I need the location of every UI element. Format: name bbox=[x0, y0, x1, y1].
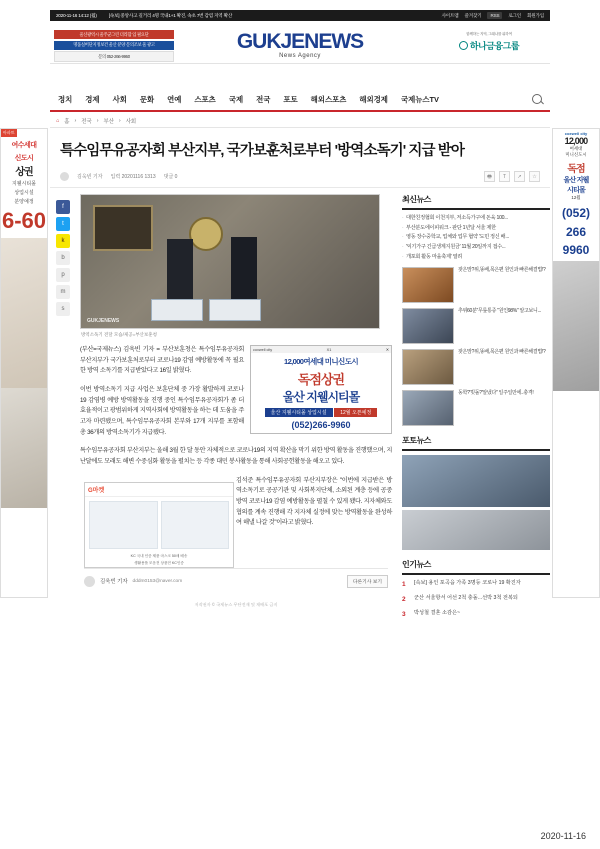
popular-news-item[interactable] bbox=[402, 610, 550, 620]
gmarket-advertisement[interactable] bbox=[84, 482, 234, 568]
top-bar bbox=[50, 10, 550, 21]
page-title: 특수임무유공자회 부산지부, 국가보훈처로부터 '방역소독기' 지급 받아 bbox=[60, 143, 464, 159]
thumbnail-image bbox=[402, 308, 454, 344]
breadcrumb-item-busan[interactable]: 부산 bbox=[103, 118, 114, 125]
article-body-wrapper bbox=[50, 188, 550, 619]
breadcrumb-sep-2: › bbox=[96, 117, 99, 124]
sitemap-link[interactable]: 사이트맵 bbox=[441, 12, 459, 18]
breadcrumb-item-society[interactable]: 사회 bbox=[125, 118, 137, 125]
kakao-icon[interactable]: k bbox=[56, 234, 70, 248]
top-bar-links bbox=[442, 12, 550, 19]
photo-watermark: GUKJENEWS bbox=[87, 318, 120, 325]
comment-count[interactable]: 댓글 0 bbox=[163, 174, 178, 181]
article-byline bbox=[84, 568, 388, 588]
left-rail-big-number: 6-60 bbox=[1, 208, 47, 233]
thumbnail-image bbox=[402, 390, 454, 426]
left-rail-badge: 아파트 bbox=[3, 130, 15, 135]
bookmark-icon[interactable]: ☆ bbox=[529, 171, 540, 182]
byline-avatar bbox=[84, 576, 95, 587]
latest-news-item[interactable]: · 부산분도에이피워크 - 판단 1년달 서울 제한 bbox=[402, 224, 550, 234]
latest-news-item[interactable]: · 개포회 활동 마을축제' 열려 bbox=[402, 253, 550, 263]
thumbnail-caption: 잦은맘?위,똥배,목은편 원인과 빠른해결법!? bbox=[458, 267, 546, 274]
sns-share-bar bbox=[50, 194, 76, 619]
share-icon[interactable]: ↗ bbox=[514, 171, 525, 182]
top-bar-date: 2020-11-16 14:12 (월) bbox=[56, 12, 97, 18]
inline-ad-line2: 독점상권 bbox=[297, 372, 345, 388]
header-promo-line2: 명품실버단지정보건 울산 분양 문의조보 울 광고 bbox=[54, 41, 174, 50]
breadcrumb-sep-3: › bbox=[118, 117, 121, 124]
facebook-icon[interactable]: f bbox=[56, 200, 70, 214]
bank-sponsor-banner[interactable] bbox=[434, 32, 544, 52]
right-rail-number: 12,000 bbox=[564, 136, 588, 146]
site-header bbox=[50, 24, 550, 64]
bank-sponsor-tagline: 함께하는 지역, 그래나를 위하여 bbox=[466, 32, 512, 36]
site-logo-subtitle: News Agency bbox=[279, 53, 321, 59]
avatar bbox=[60, 172, 69, 181]
photo-emblem-object bbox=[189, 217, 223, 251]
right-rail-sub2: 미니신도시 bbox=[565, 152, 587, 157]
photo-caption: 방역소독기 전달 모습/제공=부산보훈청 bbox=[81, 332, 157, 338]
article-main-column bbox=[76, 194, 396, 619]
breadcrumb bbox=[50, 114, 550, 128]
nav-item-photo[interactable]: 포토 bbox=[283, 94, 298, 104]
print-icon[interactable]: 🖶 bbox=[484, 171, 495, 182]
right-rail-phone-area: (052) bbox=[561, 206, 590, 220]
photo-frame-object bbox=[93, 205, 153, 251]
bank-logo-icon bbox=[459, 41, 468, 50]
nav-item-politics[interactable]: 정치 bbox=[58, 94, 73, 104]
left-rail-image-1 bbox=[1, 238, 47, 388]
byline-email[interactable]: dddm0153@naver.com bbox=[132, 578, 183, 584]
inline-ad-phone[interactable]: (052)266-9960 bbox=[291, 420, 351, 431]
left-rail-image-2 bbox=[1, 388, 47, 508]
site-logo-text: GUKJENEWS bbox=[236, 30, 364, 53]
page-footer-date: 2020-11-16 bbox=[540, 831, 586, 841]
photo-news-image-2[interactable] bbox=[402, 510, 550, 550]
photo-box-1 bbox=[151, 299, 203, 321]
sidebar-thumb-item[interactable] bbox=[402, 390, 550, 426]
sidebar-thumb-item[interactable] bbox=[402, 308, 550, 344]
gmarket-ad-caption-1: KC 국내 인증 제품 마스크 50매 배송 bbox=[130, 553, 188, 558]
copyright-notice: 저작권자 © 국제뉴스 무단전재 및 재배포 금지 bbox=[194, 601, 278, 607]
photo-person-2 bbox=[231, 237, 257, 301]
publish-date: 입력 20201116 1313 bbox=[110, 174, 156, 181]
more-articles-button[interactable]: 다른기사 보기 bbox=[347, 575, 388, 588]
latest-news-item[interactable]: · 대한친정협회 이천지부, 저소득가구에 돈육 100... bbox=[402, 214, 550, 224]
rank-text: [속보] 용인 포곡읍 가족 3명등 코로나 19 확진자 bbox=[414, 580, 521, 587]
nav-item-nationwide[interactable]: 전국 bbox=[256, 94, 271, 104]
sidebar-section-popular-title: 인기뉴스 bbox=[402, 559, 550, 575]
popular-news-item[interactable] bbox=[402, 580, 550, 590]
article-paragraph-2: 이번 방역소독기 지급 사업은 보훈단체 중 가장 활발하게 코로나19 감염병 예방 방역활동을 진행 중인 특수임무유공자회가 좀 더 효율적이고 광범위하게 지역사회에 방역활동을 하는 데 도움을 주고자 마련됐으며, 특수임무유공자회 본부와 17개 지부를 포함해 총 36개의 방역소독기가 지급됐다. bbox=[80, 386, 244, 436]
bank-sponsor-name: 하나금융그룹 bbox=[434, 39, 544, 52]
right-rail-brand: coxwell city bbox=[564, 131, 588, 136]
site-logo[interactable] bbox=[237, 31, 363, 59]
left-rail-line6: 분양예정 bbox=[14, 199, 34, 205]
thumbnail-caption: 추위60분"무릎통증 "원인98%" 알고보니... bbox=[458, 308, 541, 315]
inline-ad-header bbox=[251, 346, 391, 353]
right-rail-ad[interactable] bbox=[552, 128, 600, 598]
right-rail-date: 12월 bbox=[571, 195, 581, 200]
close-icon[interactable]: ✕ bbox=[385, 348, 389, 353]
inline-ad-label: X1 bbox=[326, 347, 332, 352]
breadcrumb-item-nationwide[interactable]: 전국 bbox=[81, 118, 92, 125]
inline-ad-line4: 울산 지웰시티몰 상업시설 bbox=[265, 408, 333, 417]
right-rail-sub1: 여세대 bbox=[569, 146, 583, 151]
breadcrumb-home-icon[interactable]: ⌂ bbox=[56, 117, 60, 124]
gmarket-ad-title: G마켓 bbox=[85, 483, 233, 497]
article-paragraph-3: 특수임무유공자회 부산지부는 올해 3월 한 달 동안 자체적으로 코로나19의 지역 확산을 막기 위한 방역 활동을 진행했으며, 지난달에도 모래도 해변 수중심화 활동을 펼치는 등 각종 대민 봉사활동을 통해 사회공헌활동을 해오고 있다. bbox=[80, 447, 392, 466]
article-container bbox=[50, 132, 550, 620]
nav-item-culture[interactable]: 문화 bbox=[139, 94, 155, 104]
photo-person-1 bbox=[167, 239, 193, 301]
inline-advertisement[interactable] bbox=[250, 345, 392, 434]
favorite-link[interactable]: 즐겨찾기 bbox=[464, 12, 482, 18]
reporter-name[interactable]: 김욱빈 기자 bbox=[77, 174, 103, 181]
thumbnail-image bbox=[402, 267, 454, 303]
search-icon[interactable] bbox=[532, 94, 542, 104]
right-rail-image bbox=[553, 261, 599, 391]
breadcrumb-home[interactable]: 홈 bbox=[64, 118, 70, 125]
sidebar-section-latest-title: 최신뉴스 bbox=[402, 194, 550, 210]
sidebar-thumb-item[interactable] bbox=[402, 267, 550, 303]
left-rail-line3: 상권 bbox=[15, 167, 33, 178]
inline-ad-line3: 울산 지웰시티몰 bbox=[282, 390, 360, 405]
article-paragraph-1: (부산=국제뉴스) 김욱빈 기자 = 부산보훈청은 특수임무유공자회 부산지부가 국가보훈처로부터 코로나19 감염 예방활동에 꼭 필요한 방역 소독기를 지급받았다고 16일 밝혔다. bbox=[80, 346, 244, 375]
article-tools bbox=[484, 171, 540, 182]
sidebar-thumb-item[interactable] bbox=[402, 349, 550, 385]
byline-name[interactable]: 김욱빈 기자 bbox=[100, 579, 128, 586]
inline-ad-open-date: 12월 오픈예정 bbox=[334, 408, 377, 417]
right-rail-brand3: 시티몰 bbox=[567, 187, 585, 194]
gmarket-ad-body bbox=[85, 497, 233, 553]
rank-number: 2 bbox=[402, 596, 406, 603]
nav-item-sports[interactable]: 스포츠 bbox=[194, 94, 216, 104]
sidebar-section-photo-title: 포토뉴스 bbox=[402, 435, 550, 451]
popular-news-item[interactable] bbox=[402, 595, 550, 605]
rank-text: 군산 서울항서 어선 2척 충돌...선박 3척 전복되 bbox=[414, 595, 518, 601]
top-bar-headline[interactable]: [속보] 중앙사고 길거리 4명 국내1+1 확진, 속초 7번 감염 지역 확산 bbox=[108, 12, 233, 18]
header-promo-line3: 문의 052-266-9960 bbox=[54, 51, 174, 62]
gmarket-ad-item-2[interactable] bbox=[161, 501, 230, 549]
right-rail-phone-1: 266 bbox=[565, 224, 587, 239]
scrap-icon[interactable]: s bbox=[56, 302, 70, 316]
mail-share-icon[interactable]: m bbox=[56, 285, 70, 299]
header-promo-banner[interactable] bbox=[54, 30, 174, 64]
breadcrumb-sep-1: › bbox=[74, 117, 77, 124]
article-photo bbox=[80, 194, 380, 329]
nav-item-entertainment[interactable]: 연예 bbox=[167, 94, 182, 104]
rank-number: 1 bbox=[402, 581, 406, 589]
photo-box-2 bbox=[209, 299, 261, 321]
left-rail-line2: 신도시 bbox=[14, 155, 34, 162]
sidebar bbox=[402, 194, 550, 619]
right-rail-highlight: 독점 bbox=[567, 164, 585, 175]
article-text-flow bbox=[80, 345, 392, 608]
gmarket-ad-item-1[interactable] bbox=[89, 501, 158, 549]
right-rail-brand2: 울산 지웰 bbox=[563, 177, 589, 184]
nav-item-international[interactable]: 국제 bbox=[228, 94, 244, 104]
font-size-icon[interactable]: T bbox=[499, 171, 510, 182]
header-promo-line1: 울산광역시 울주군그린 더라함 입 필요단 bbox=[54, 30, 174, 39]
right-rail-phone-2: 9960 bbox=[562, 243, 590, 258]
nav-item-tv[interactable]: 국제뉴스TV bbox=[400, 94, 439, 104]
thumbnail-image bbox=[402, 349, 454, 385]
login-button[interactable]: 로그인 bbox=[508, 12, 522, 18]
rank-number: 3 bbox=[402, 610, 406, 618]
nav-item-society[interactable]: 사회 bbox=[112, 94, 127, 104]
inline-ad-brand: coxwell city bbox=[253, 347, 273, 352]
band-icon[interactable]: b bbox=[56, 251, 70, 265]
main-navigation bbox=[50, 88, 550, 112]
article-paragraph-4: 김석준 특수임무유공자회 부산지부장은 "이번에 지급받은 방역소독기로 공공기관 및 사회복지단체, 소외된 계층 등에 공중방역 코로나19 감염 예방활동을 펼칠 수 있게 됐다. 지자체와도 협의를 계속 진행해 각 지자체 실정에 맞는 방역활동을 완성하여 해낼 나갈 것"이라고 밝혔다. bbox=[236, 476, 392, 527]
left-rail-ad[interactable] bbox=[0, 128, 48, 598]
twitter-icon[interactable]: t bbox=[56, 217, 70, 231]
latest-news-item[interactable]: · 영동 장수중학교, 업체와 업무 협약 '도민 정신 배... bbox=[402, 233, 550, 243]
print-share-icon[interactable]: p bbox=[56, 268, 70, 282]
thumbnail-caption: 잦은맘?위,똥배,목은편 원인과 빠른해결법!? bbox=[458, 349, 546, 356]
left-rail-line5: 상업시설 bbox=[14, 190, 34, 196]
latest-news-item[interactable]: · '익기가구 긴급생계지원금' 11월 20일까지 접수... bbox=[402, 243, 550, 253]
gmarket-ad-caption-2: 생활용품 모음전 상품전 KC인증 bbox=[134, 560, 184, 565]
article-meta bbox=[50, 165, 550, 188]
nav-item-economy[interactable]: 경제 bbox=[85, 94, 100, 104]
nav-item-overseas-sports[interactable]: 해외스포츠 bbox=[310, 94, 347, 104]
left-rail-line1: 여수세대 bbox=[11, 142, 37, 149]
rank-text: 박성철 결혼 소감은~ bbox=[414, 609, 461, 616]
rss-badge[interactable]: RSS bbox=[487, 12, 502, 19]
left-rail-line4: 지웰시티몰 bbox=[11, 181, 37, 187]
thumbnail-caption: 동학?'빗돌?'알냈다" 일주일만에..충격! bbox=[458, 390, 534, 397]
inline-ad-line1: 12,000여세대 미니신도시 bbox=[284, 357, 358, 367]
signup-button[interactable]: 회원가입 bbox=[527, 12, 544, 18]
photo-news-image-1[interactable] bbox=[402, 455, 550, 507]
nav-item-overseas-economy[interactable]: 해외경제 bbox=[359, 94, 388, 104]
